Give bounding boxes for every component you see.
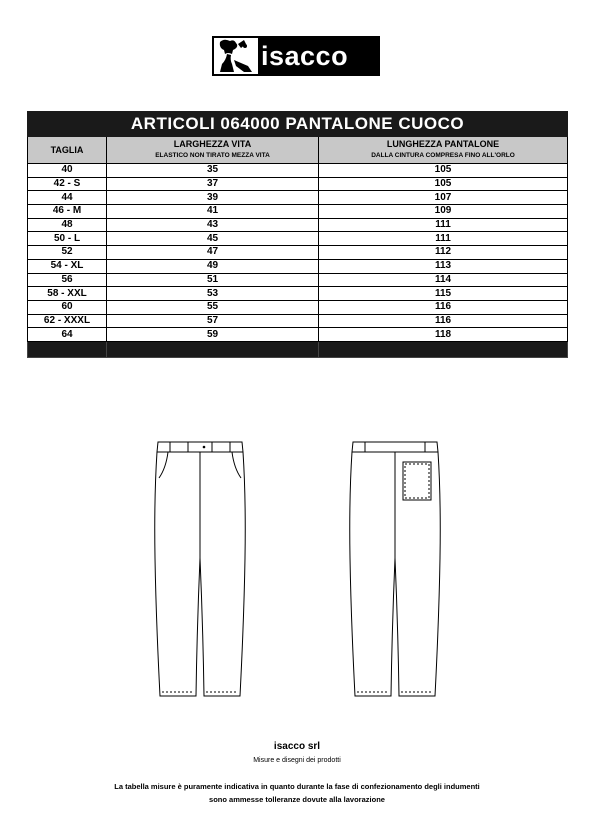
table-row (28, 287, 568, 301)
table-row (28, 273, 568, 287)
cell-waist: 37 (107, 177, 319, 191)
table-row (28, 259, 568, 273)
cell-length: 112 (319, 246, 568, 260)
cell-length: 105 (319, 164, 568, 178)
table-footer-bar (28, 341, 568, 357)
brand-logo (212, 36, 380, 76)
cell-waist: 59 (107, 328, 319, 342)
brand-name: isacco (258, 38, 378, 74)
cell-size: 48 (28, 218, 107, 232)
table-row (28, 328, 568, 342)
cell-size: 46 - M (28, 205, 107, 219)
cell-length: 107 (319, 191, 568, 205)
cell-length: 118 (319, 328, 568, 342)
cell-length: 111 (319, 218, 568, 232)
cell-waist: 45 (107, 232, 319, 246)
cell-size: 40 (28, 164, 107, 178)
disclaimer-line-2: sono ammesse tolleranze dovute alla lavorazione (209, 795, 385, 804)
cell-length: 105 (319, 177, 568, 191)
table-row (28, 205, 568, 219)
table-row (28, 300, 568, 314)
cell-waist: 55 (107, 300, 319, 314)
cell-waist: 35 (107, 164, 319, 178)
cell-waist: 57 (107, 314, 319, 328)
cell-waist: 41 (107, 205, 319, 219)
cell-length: 111 (319, 232, 568, 246)
cell-waist: 53 (107, 287, 319, 301)
cell-size: 54 - XL (28, 259, 107, 273)
cell-length: 115 (319, 287, 568, 301)
cell-length: 116 (319, 314, 568, 328)
table-row (28, 164, 568, 178)
table-row (28, 314, 568, 328)
pants-front-drawing (150, 438, 250, 703)
header-size: TAGLIA (28, 137, 107, 164)
cell-size: 64 (28, 328, 107, 342)
header-length-sub: DALLA CINTURA COMPRESA FINO ALL'ORLO (371, 152, 515, 159)
table-row (28, 232, 568, 246)
cell-waist: 47 (107, 246, 319, 260)
header-length-label: LUNGHEZZA PANTALONE (386, 139, 500, 149)
header-waist-label: LARGHEZZA VITA (173, 139, 252, 149)
header-waist (107, 137, 319, 164)
table-row (28, 177, 568, 191)
cell-waist: 39 (107, 191, 319, 205)
cell-waist: 49 (107, 259, 319, 273)
cell-size: 52 (28, 246, 107, 260)
cell-size: 58 - XXL (28, 287, 107, 301)
table-row (28, 191, 568, 205)
cell-waist: 51 (107, 273, 319, 287)
company-name: isacco srl (273, 741, 321, 752)
cell-length: 114 (319, 273, 568, 287)
cell-length: 113 (319, 259, 568, 273)
table-row (28, 218, 568, 232)
cell-size: 50 - L (28, 232, 107, 246)
cell-size: 44 (28, 191, 107, 205)
chef-logo-icon (214, 38, 258, 74)
table-title: ARTICOLI 064000 PANTALONE CUOCO (28, 112, 568, 137)
cell-length: 109 (319, 205, 568, 219)
table-row (28, 246, 568, 260)
cell-size: 56 (28, 273, 107, 287)
size-table (27, 111, 567, 358)
header-length (319, 137, 568, 164)
pants-back-drawing (345, 438, 445, 703)
disclaimer-line-1: La tabella misure è puramente indicativa in quanto durante la fase di confezionamento degli indumenti (114, 782, 480, 791)
cell-length: 116 (319, 300, 568, 314)
cell-size: 62 - XXXL (28, 314, 107, 328)
footer-subline: Misure e disegni dei prodotti (253, 757, 341, 764)
cell-size: 42 - S (28, 177, 107, 191)
cell-waist: 43 (107, 218, 319, 232)
cell-size: 60 (28, 300, 107, 314)
header-waist-sub: ELASTICO NON TIRATO MEZZA VITA (155, 152, 270, 159)
